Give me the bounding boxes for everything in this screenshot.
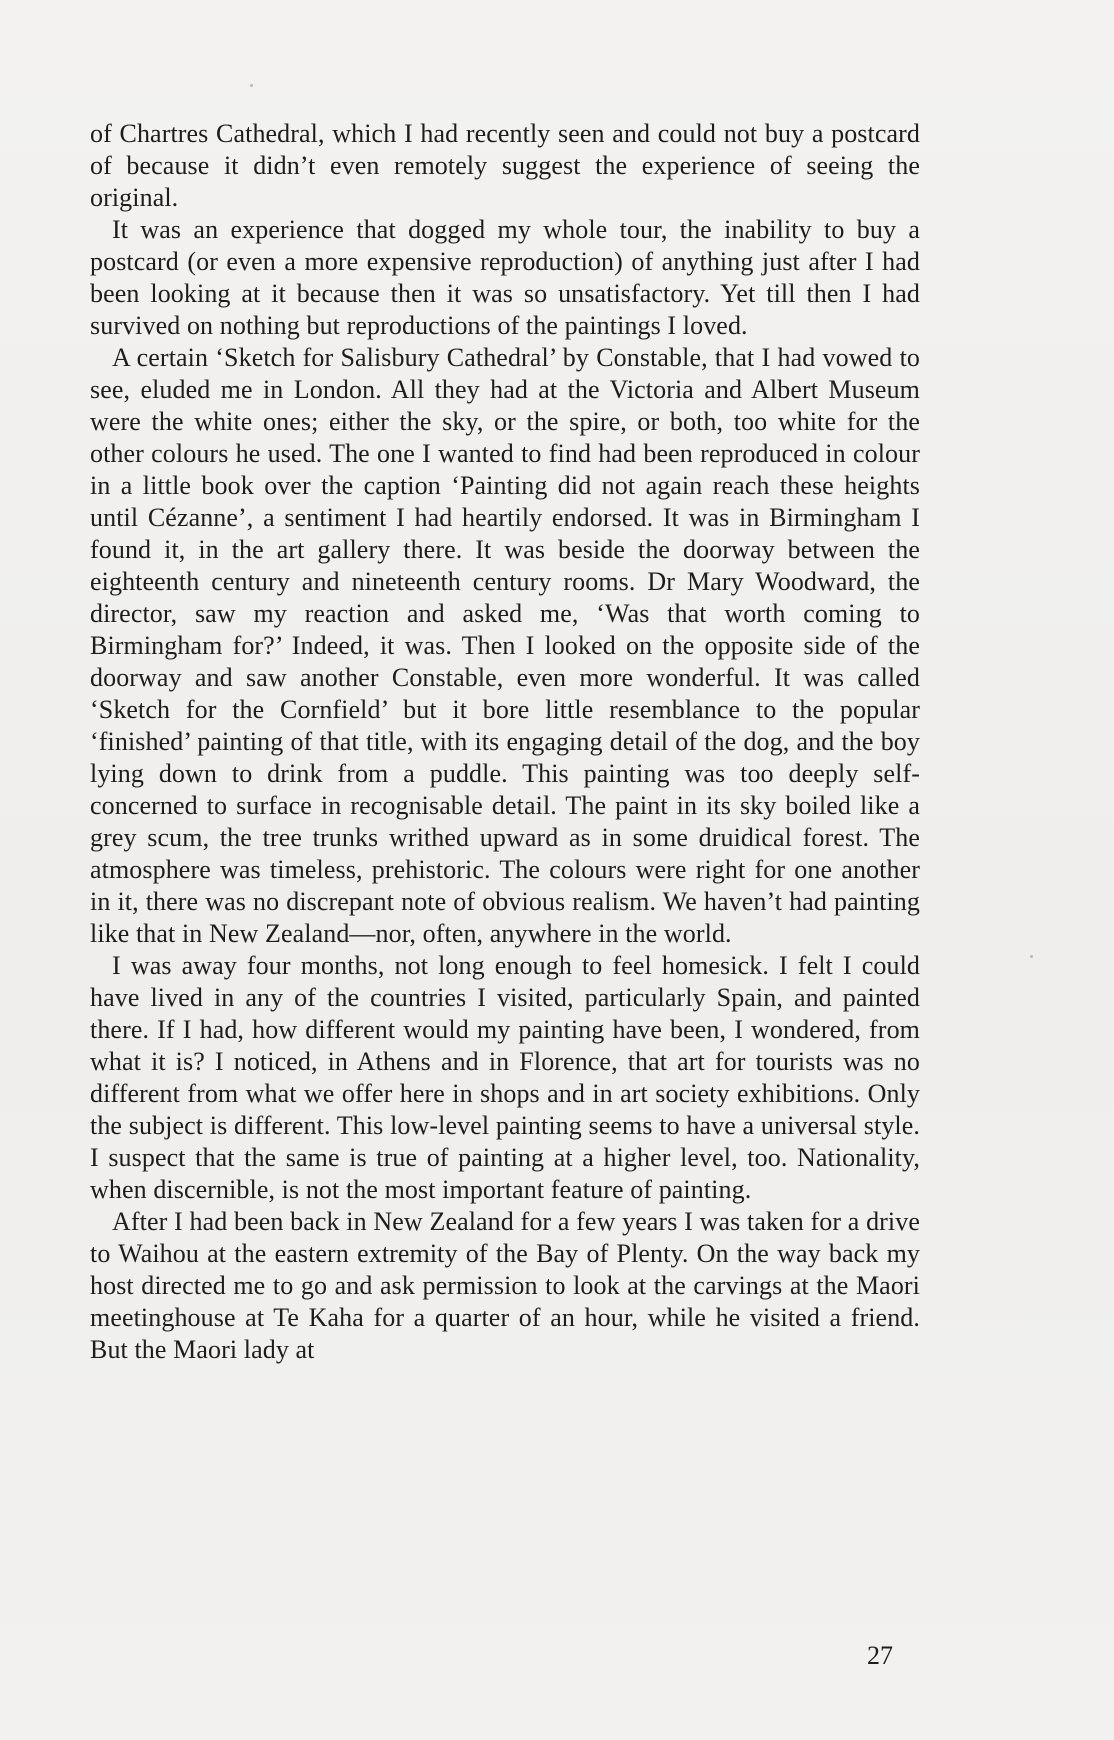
paragraph-postcards: It was an experience that dogged my whole tour, the inability to buy a postcard (or even a more expensive reproduction) of anything just after I had been looking at it because then it was so unsatisfactory. Yet till then I had survived on nothing but reproductions of the paintings I loved. [90, 215, 920, 340]
page-number: 27 [867, 1641, 893, 1670]
paragraph-constable: A certain ‘Sketch for Salisbury Cathedral’ by Constable, that I had vowed to see, eluded me in London. All they had at the Victoria and Albert Museum were the white ones; either the sky, or the spire, or both, too white for the other colours he used. The one I wanted to find had been reproduced in colour in a little book over the caption ‘Painting did not again reach these heights until Cézanne’, a sentiment I had heartily endorsed. It was in Birmingham I found it, in the art gallery there. It was beside the doorway between the eighteenth century and nineteenth century rooms. Dr Mary Woodward, the director, saw my reaction and asked me, ‘Was that worth coming to Birmingham for?’ Indeed, it was. Then I looked on the opposite side of the doorway and saw another Constable, even more wonderful. It was called ‘Sketch for the Cornfield’ but it bore little resemblance to the popular ‘finished’ painting of that title, with its engaging detail of the dog, and the boy lying down to drink from a puddle. This painting was too deeply self-concerned to surface in recognisable detail. The paint in its sky boiled like a grey scum, the tree trunks writhed upward as in some druidical forest. The atmosphere was timeless, prehistoric. The colours were right for one another in it, there was no discrepant note of obvious realism. We haven’t had painting like that in New Zealand—nor, often, anywhere in the world. [90, 343, 920, 948]
paper-speck [1030, 955, 1033, 958]
paragraph-continued: of Chartres Cathedral, which I had recently seen and could not buy a postcard of because it didn’t even remotely suggest the experience of seeing the original. [90, 119, 920, 212]
paragraph-te-kaha: After I had been back in New Zealand for a few years I was taken for a drive to Waihou at the eastern extremity of the Bay of Plenty. On the way back my host directed me to go and ask permission to look at the carvings at the Maori meetinghouse at Te Kaha for a quarter of an hour, while he visited a friend. But the Maori lady at [90, 1207, 920, 1364]
paragraph-travel: I was away four months, not long enough to feel homesick. I felt I could have lived in any of the countries I visited, particularly Spain, and painted there. If I had, how different would my painting have been, I wondered, from what it is? I noticed, in Athens and in Florence, that art for tourists was no different from what we offer here in shops and in art society exhibitions. Only the subject is different. This low-level painting seems to have a universal style. I suspect that the same is true of painting at a higher level, too. Nationality, when discernible, is not the most important feature of painting. [90, 951, 920, 1204]
paper-speck [250, 84, 253, 87]
body-text [90, 118, 920, 1366]
